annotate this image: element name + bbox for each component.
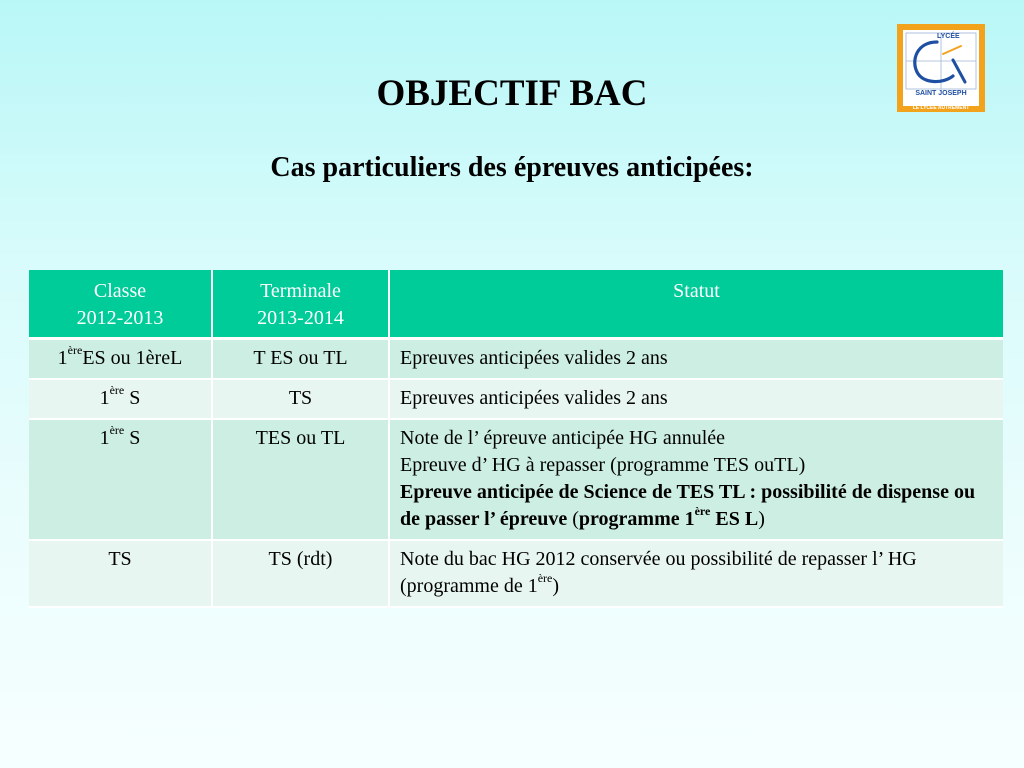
table-row [29, 420, 1003, 541]
cell-statut: Note de l’ épreuve anticipée HG annulée Epreuve d’ HG à repasser (programme TES ouTL) Epreuve anticipée de Science de TES TL : possibilité de dispense ou de passer l’ épreuve (programme 1ère ES L) [390, 420, 1003, 541]
epreuves-table-container [29, 270, 1003, 608]
page-subtitle: Cas particuliers des épreuves anticipées: [270, 152, 754, 183]
cell-classe: 1ère S [29, 420, 213, 541]
lycee-saint-joseph-logo [897, 24, 985, 112]
cell-statut: Epreuves anticipées valides 2 ans [390, 380, 1003, 420]
epreuves-table [29, 270, 1003, 608]
table-row [29, 541, 1003, 608]
cell-classe: TS [29, 541, 213, 608]
table-row [29, 340, 1003, 380]
cell-terminale: TES ou TL [213, 420, 390, 541]
table-row [29, 380, 1003, 420]
logo-slogan: LE LYCÉE AUTREMENT [912, 105, 970, 111]
logo-name-label: SAINT JOSEPH [915, 90, 967, 97]
header-classe: Classe 2012-2013 [29, 270, 213, 340]
page-title: OBJECTIF BAC [376, 73, 648, 114]
cell-statut: Epreuves anticipées valides 2 ans [390, 340, 1003, 380]
table-header-row [29, 270, 1003, 340]
logo-lycee-label: LYCÉE [937, 33, 960, 40]
cell-terminale: TS (rdt) [213, 541, 390, 608]
cell-terminale: T ES ou TL [213, 340, 390, 380]
cell-terminale: TS [213, 380, 390, 420]
header-terminale: Terminale 2013-2014 [213, 270, 390, 340]
cell-classe: 1ère S [29, 380, 213, 420]
cell-classe: 1èreES ou 1èreL [29, 340, 213, 380]
cell-statut: Note du bac HG 2012 conservée ou possibilité de repasser l’ HG (programme de 1ère) [390, 541, 1003, 608]
logo-emblem [903, 30, 979, 106]
header-statut: Statut [390, 270, 1003, 340]
